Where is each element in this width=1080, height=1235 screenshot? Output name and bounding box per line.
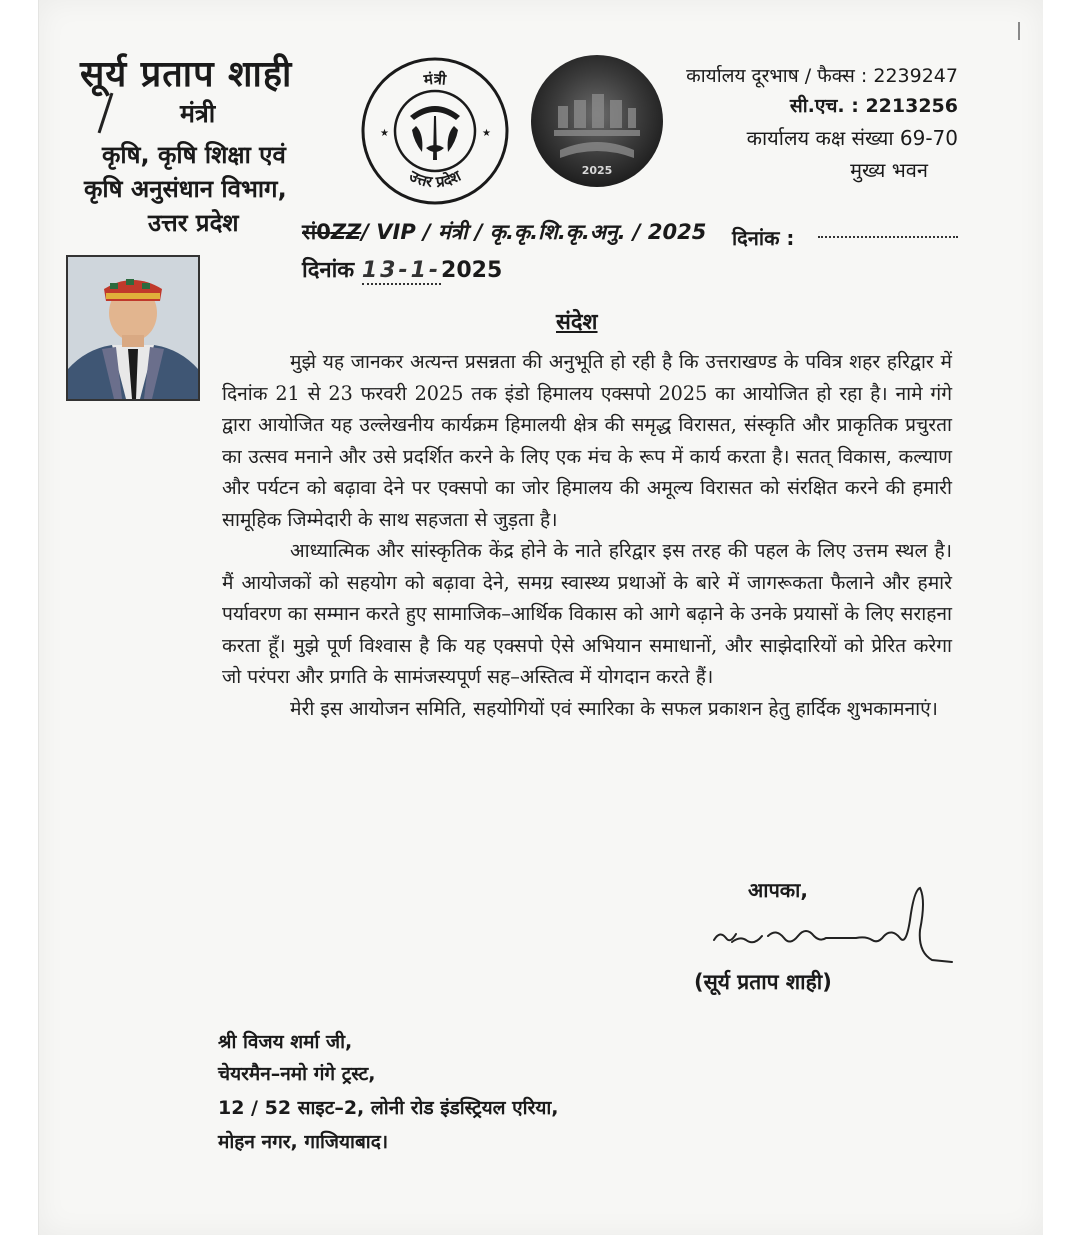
issue-date [302, 254, 502, 284]
emblem-fish-bow-icon [410, 106, 460, 160]
body-paragraph-2: आध्यात्मिक और सांस्कृतिक केंद्र होने के नाते हरिद्वार इस तरह की पहल के लिए उत्तम स्थल है। मैं आयोजकों को सहयोग को बढ़ावा देने, समग्र स्वास्थ्य प्रथाओं के बारे में जागरूकता फैलाने और हमारे पर्यावरण का सम्मान करते हुए सामाजिक–आर्थिक विकास को आगे बढ़ाने के उनके प्रयासों के लिए सराहना करता हूँ। मुझे पूर्ण विश्वास है कि यह एक्सपो ऐसे अभियान समाधानों, और साझेदारियों को प्रेरित करेगा जो परंपरा और प्रगति के सामंजस्यपूर्ण सह–अस्तित्व में योगदान करते हैं। [222, 539, 952, 688]
addressee-address-line-2: मोहन नगर, गाजियाबाद। [218, 1131, 389, 1153]
issue-date-year: 2025 [441, 258, 503, 283]
state-name: उत्तर प्रदेश [148, 209, 239, 237]
office-room-number: कार्यालय कक्ष संख्या 69-70 [746, 126, 958, 150]
date-label-right: दिनांक : [732, 226, 795, 250]
reference-prefix: सं0 [302, 220, 331, 244]
letter-body [222, 346, 952, 724]
body-paragraph-3: मेरी इस आयोजन समिति, सहयोगियों एवं स्मारिका के सफल प्रकाशन हेतु हार्दिक शुभकामनाएं। [290, 696, 938, 720]
addressee-designation: चेयरमैन–नमो गंगे ट्रस्ट, [218, 1063, 376, 1085]
minister-photo [66, 255, 200, 401]
addressee-name: श्री विजय शर्मा जी, [218, 1031, 353, 1053]
reference-number [302, 218, 706, 246]
department-line-2: कृषि अनुसंधान विभाग, [84, 175, 287, 203]
issue-date-handwritten: 13-1- [361, 258, 442, 283]
dark-seal-stamp [530, 54, 664, 188]
reference-handwritten-number: ZZ [330, 220, 362, 244]
ch-number: सी.एच. : 2213256 [789, 95, 958, 117]
minister-name: सूर्य प्रताप शाही [80, 54, 293, 95]
emblem-bottom-text: उत्तर प्रदेश [406, 166, 464, 192]
issue-date-label: दिनांक [302, 258, 355, 283]
body-paragraph-1: मुझे यह जानकर अत्यन्त प्रसन्नता की अनुभूति हो रही है कि उत्तराखण्ड के पवित्र शहर हरिद्वार में दिनांक 21 से 23 फरवरी 2025 तक इंडो हिमालय एक्सपो 2025 का आयोजित हो रहा है। नामे गंगे द्वारा आयोजित यह उल्लेखनीय कार्यक्रम हिमालयी क्षेत्र की समृद्ध विरासत, संस्कृति और प्राकृतिक प्रचुरता का उत्सव मनाने और उसे प्रदर्शित करने के लिए एक मंच के रूप में कार्य करता है। सतत् विकास, कल्याण और पर्यटन को बढ़ावा देने पर एक्सपो का जोर हिमालय की अमूल्य विरासत को संरक्षित करने की हमारी सामूहिक जिम्मेदारी के साथ सहजता से जुड़ता है। [222, 350, 952, 531]
minister-role: मंत्री [180, 99, 216, 128]
svg-text:मंत्री [422, 70, 448, 89]
office-phone-fax: कार्यालय दूरभाष / फैक्स : 2239247 [686, 65, 958, 87]
addressee-address-line-1: 12 / 52 साइट–2, लोनी रोड इंडस्ट्रियल एरिया, [218, 1097, 559, 1119]
signatory-name: (सूर्य प्रताप शाही) [694, 970, 832, 994]
edge-mark [1018, 22, 1020, 40]
emblem-top-text: मंत्री [422, 69, 447, 89]
seal-year: 2025 [581, 164, 613, 177]
reference-rest: / VIP / मंत्री / कृ.कृ.शि.कृ.अनु. / 2025 [361, 220, 707, 244]
uttar-pradesh-emblem [360, 56, 510, 206]
letter-subject: संदेश [556, 310, 598, 335]
main-building: मुख्य भवन [850, 158, 928, 182]
svg-text:★: ★ [482, 128, 491, 139]
date-blank-line [818, 236, 958, 238]
closing-salutation: आपका, [748, 878, 808, 902]
department-line-1: कृषि, कृषि शिक्षा एवं [102, 141, 286, 169]
svg-text:★: ★ [380, 128, 389, 139]
handwritten-signature [706, 880, 956, 970]
